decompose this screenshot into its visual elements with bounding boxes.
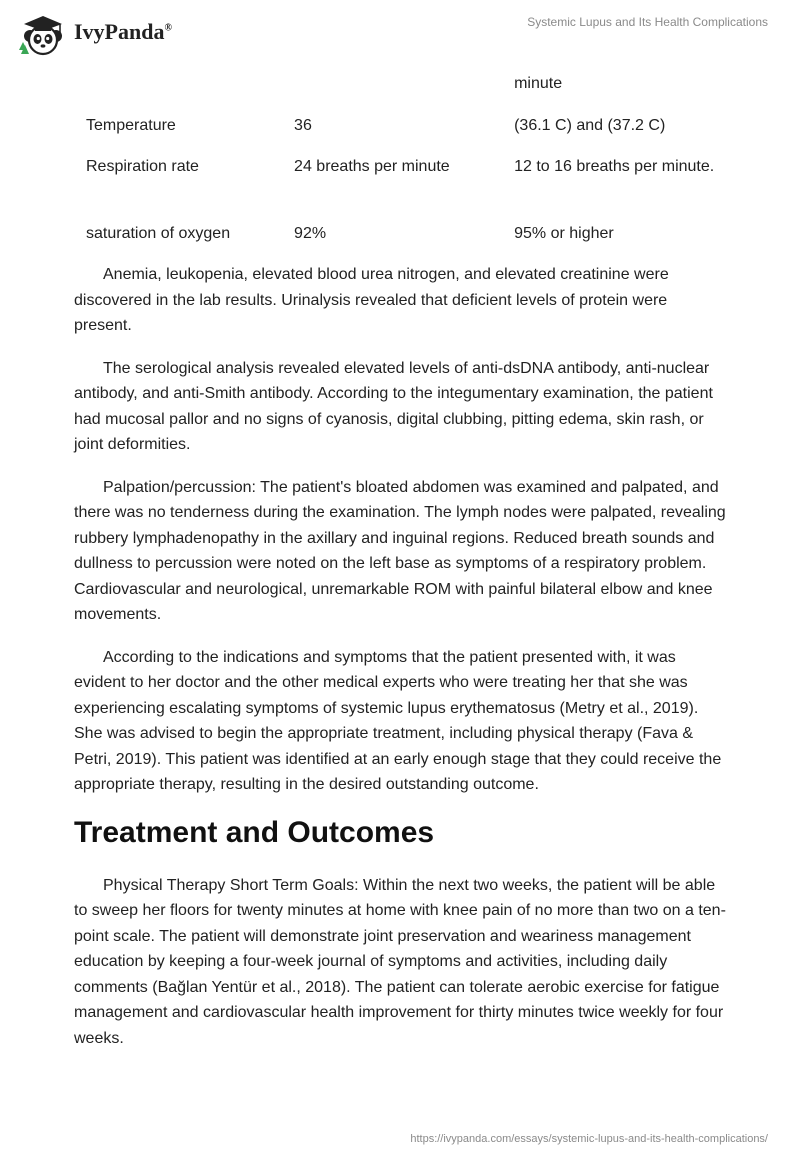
page-header (0, 0, 800, 60)
table-cell-normal: (36.1 C) and (37.2 C) (514, 117, 666, 134)
paragraph-short-term-goals: Physical Therapy Short Term Goals: Within the next two weeks, the patient will be able to sweep her floors for twenty minutes at home with knee pain of no more than two on a ten-point scale. The patient will demonstrate joint preservation and weariness management education by keeping a four-week journal of symptoms and activities, including daily comments (Bağlan Yentür et al., 2018). The patient can tolerate aerobic exercise for fatigue management and cardiovascular health improvement for thirty minutes twice weekly for four weeks. (74, 876, 726, 1047)
paragraph-palpation: Palpation/percussion: The patient's bloated abdomen was examined and palpated, and there was no tenderness during the examination. The lymph nodes were palpated, revealing rubbery lymphadenopathy in the axillary and inguinal regions. Reduced breath sounds and dullness to percussion were noted on the left base as symptoms of a respiratory problem. Cardiovascular and neurological, unremarkable ROM with painful bilateral elbow and knee movements. (74, 478, 726, 623)
table-cell-normal: minute (514, 75, 563, 92)
table-cell-label: Temperature (86, 117, 176, 134)
table-row (74, 114, 726, 155)
table-row (74, 155, 726, 222)
paragraph-lab-results: Anemia, leukopenia, elevated blood urea nitrogen, and elevated creatinine were discovered in the lab results. Urinalysis revealed that deficient levels of protein were present. (74, 266, 669, 334)
paragraph-diagnosis: According to the indications and symptoms that the patient presented with, it was evident to her doctor and the other medical experts who were treating her that she was experiencing escalating symptoms of systemic lupus erythematosus (Metry et al., 2019). She was advised to begin the appropriate treatment, including physical therapy (Fava & Petri, 2019). This patient was identified at an early enough stage that they could receive the appropriate therapy, resulting in the desired outstanding outcome. (74, 648, 722, 793)
source-url[interactable]: https://ivypanda.com/essays/systemic-lupus-and-its-health-complications/ (410, 1133, 768, 1145)
section-heading: Treatment and Outcomes (74, 815, 435, 849)
document-title: Systemic Lupus and Its Health Complications (527, 15, 768, 29)
paragraph-serology: The serological analysis revealed elevated levels of anti-dsDNA antibody, anti-nuclear antibody, and anti-Smith antibody. According to the integumentary examination, the patient had mucosal pallor and no signs of cyanosis, digital clubbing, pitting edema, skin rash, or joint deformities. (74, 359, 713, 453)
table-cell-value: 92% (294, 225, 327, 242)
table-cell-value: 24 breaths per minute (294, 158, 450, 175)
ivypanda-logo[interactable] (16, 8, 172, 56)
brand-name: IvyPanda® (74, 19, 172, 44)
table-cell-normal: 95% or higher (514, 225, 614, 242)
table-cell-normal: 12 to 16 breaths per minute. (514, 158, 715, 175)
table-cell-label (74, 70, 294, 114)
panda-graduate-icon (16, 8, 72, 56)
table-cell-value (294, 70, 514, 114)
article-body (74, 70, 726, 1068)
table-cell-label: Respiration rate (86, 158, 199, 175)
table-row (74, 70, 726, 114)
table-cell-label: saturation of oxygen (86, 225, 231, 242)
table-cell-value: 36 (294, 117, 312, 134)
vital-signs-table (74, 70, 726, 262)
table-row (74, 222, 726, 262)
